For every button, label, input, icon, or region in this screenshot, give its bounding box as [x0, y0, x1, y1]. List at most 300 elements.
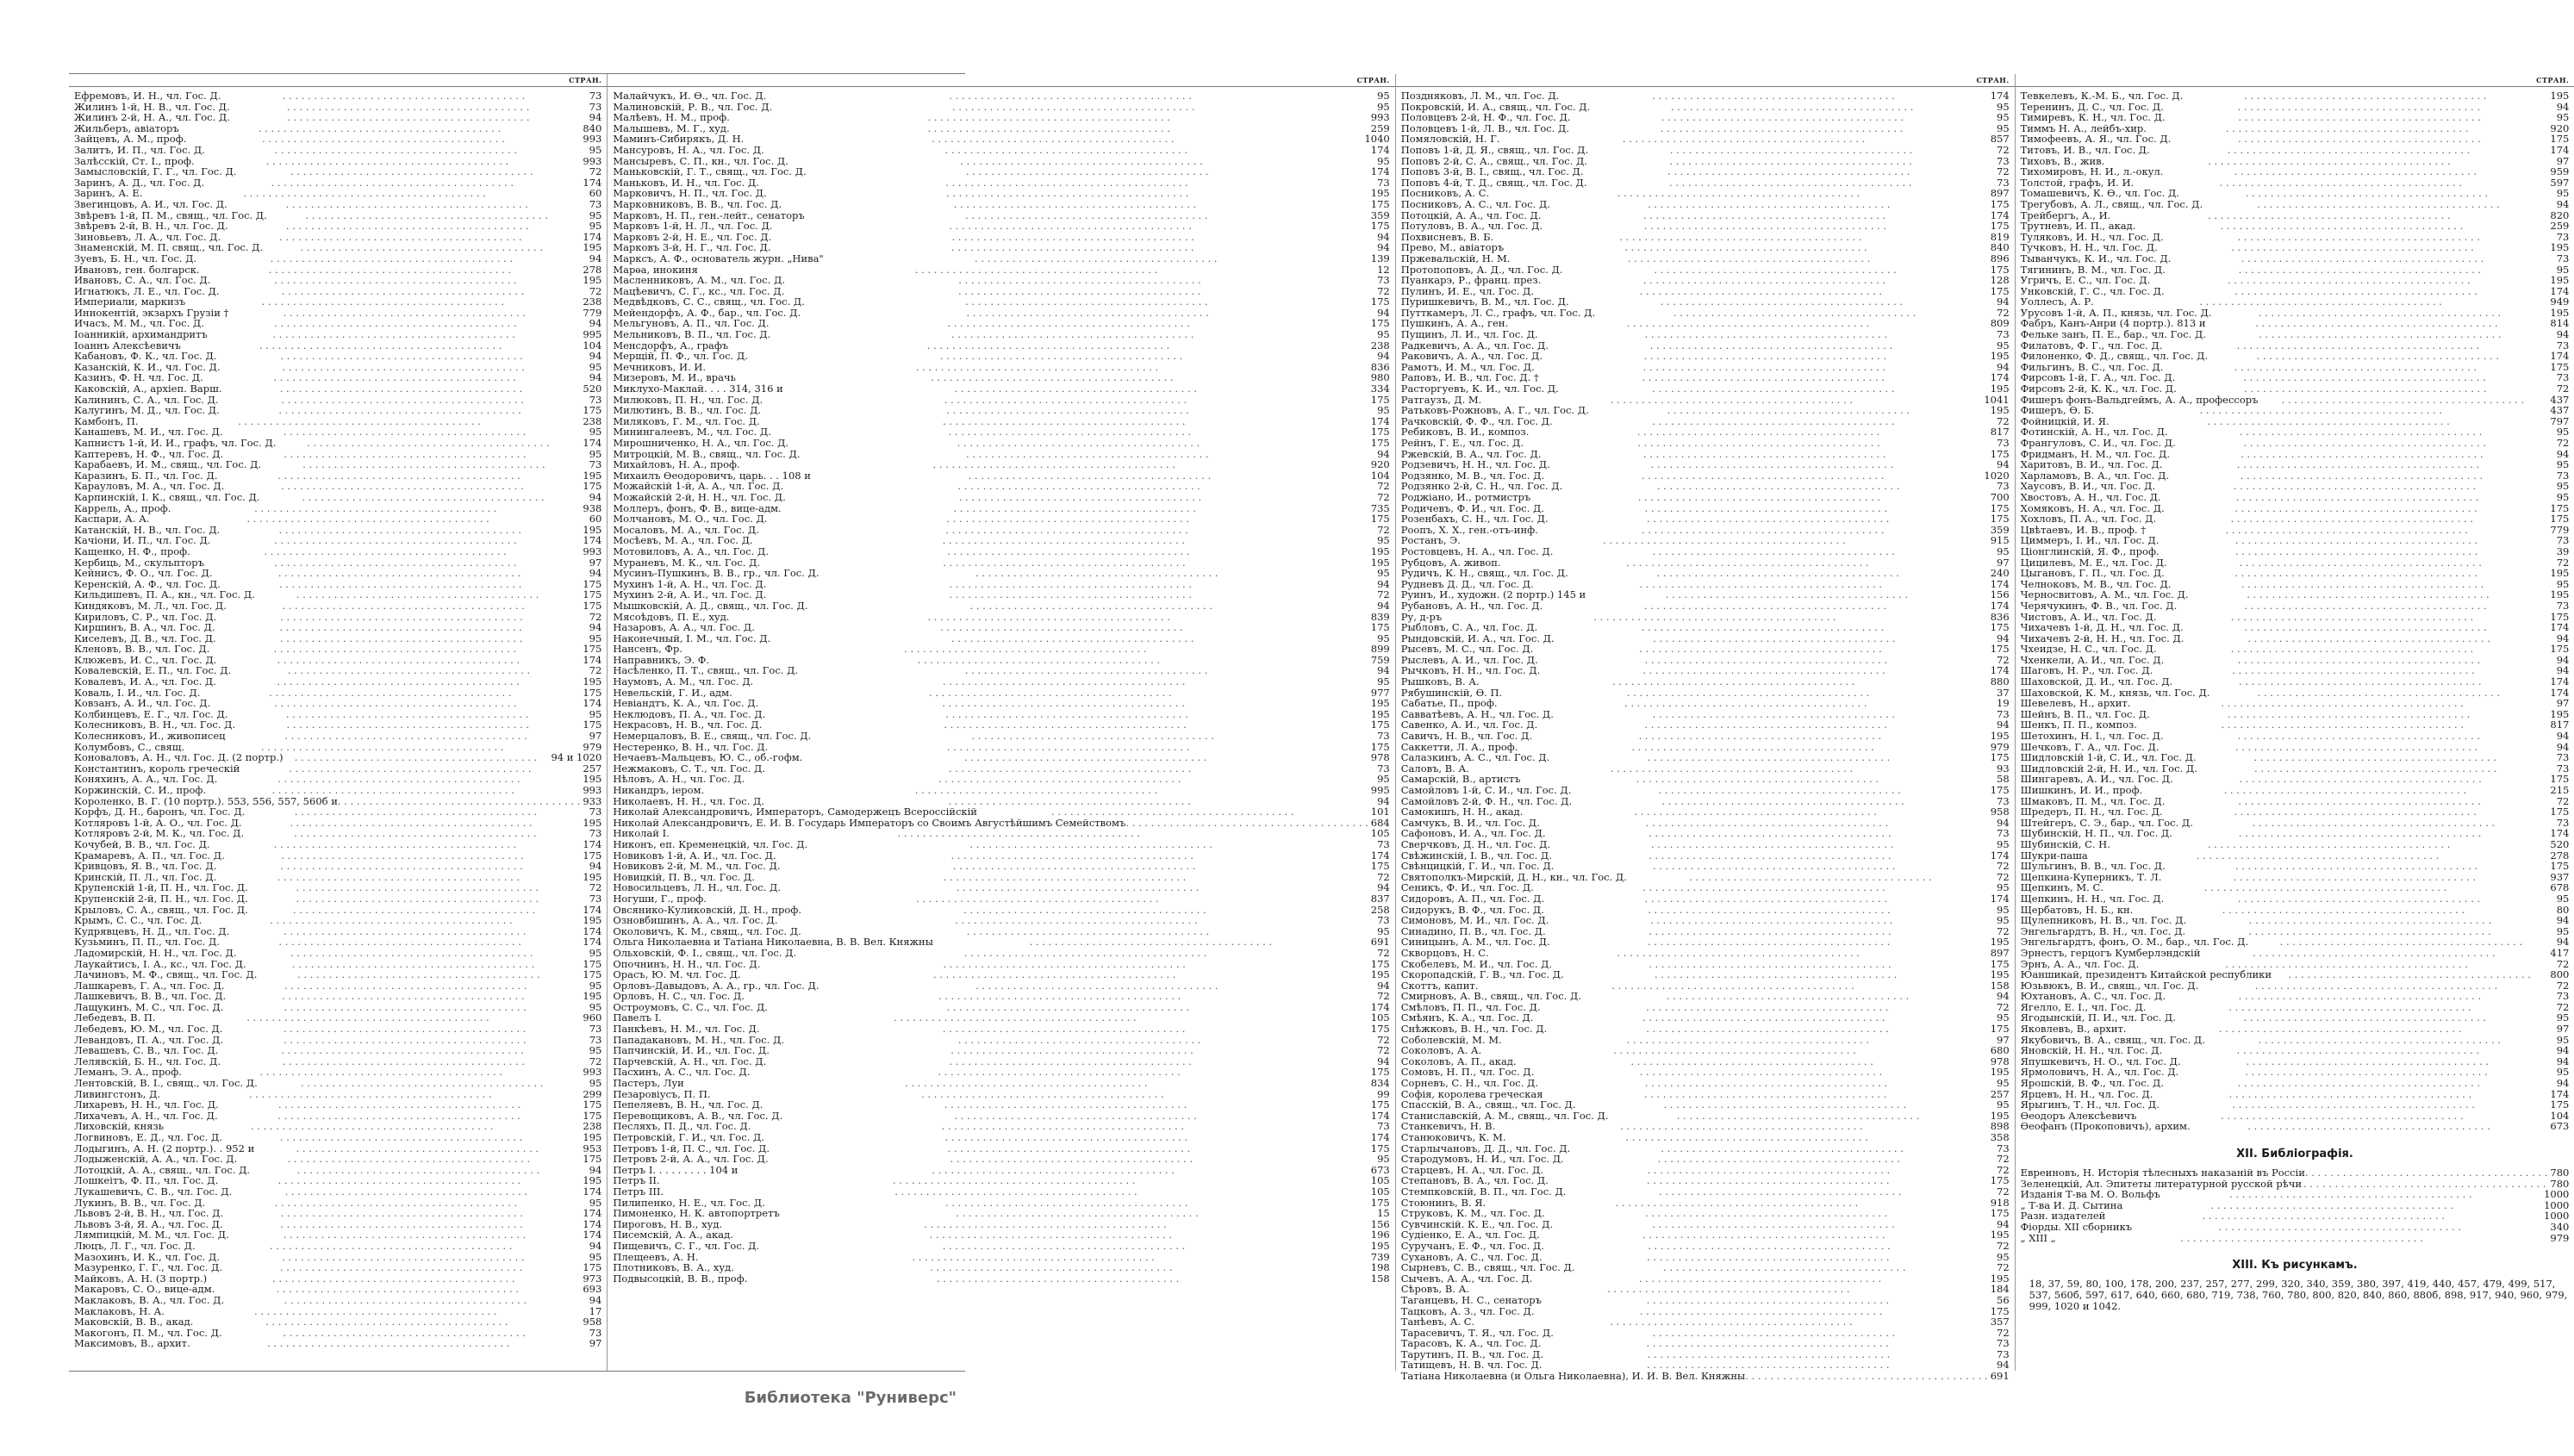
leader-dots — [280, 351, 586, 362]
entry-page-number: 195 — [1990, 1066, 2010, 1079]
index-entry — [1401, 991, 2010, 1002]
entry-name: Мосаловъ, М. А., чл. Гос. Д. — [613, 523, 759, 536]
entry-page-number: 958 — [1990, 806, 2010, 818]
entry-page-number: 73 — [2556, 371, 2570, 384]
entry-page-number: 95 — [2556, 426, 2570, 439]
entry-page-number: 73 — [1997, 480, 2010, 493]
index-entry — [2021, 546, 2570, 557]
entry-page-number: 94 — [1377, 599, 1390, 612]
entry-page-number: 94 — [2556, 740, 2570, 753]
entry-name: Шейнъ, В. П., чл. Гос. Д. — [2020, 707, 2150, 720]
index-entry — [1401, 145, 2010, 156]
entry-page-number: 693 — [583, 1283, 602, 1296]
entry-name: Ѳеофанъ (Прокоповичъ), архим. — [2020, 1120, 2191, 1133]
entry-name: Львовъ 3-й, Я. А., чл. Гос. Д. — [74, 1217, 223, 1230]
entry-page-number: 95 — [2556, 892, 2570, 905]
entry-page-number: 797 — [2550, 414, 2570, 427]
entry-page-number: 174 — [583, 936, 602, 949]
entry-name: Зуевъ, Б. Н., чл. Гос. Д. — [74, 252, 197, 264]
entry-page-number: 139 — [1370, 252, 1390, 264]
entry-page-number: 800 — [2550, 968, 2570, 981]
index-entry — [74, 221, 601, 232]
entry-page-number: 174 — [1370, 1131, 1390, 1143]
index-entry — [2021, 145, 2570, 156]
index-entry — [2021, 915, 2570, 926]
leader-dots — [2244, 438, 2554, 449]
leader-dots — [295, 806, 587, 818]
index-entry — [1401, 752, 2010, 763]
entry-name: Марковниковъ, В. В., чл. Гос. Д. — [613, 197, 782, 210]
index-entry — [1401, 253, 2010, 264]
leader-dots — [933, 969, 1368, 980]
index-entry — [613, 405, 1389, 416]
entry-name: Никонъ, еп. Кременецкій, чл. Гос. Д. — [613, 837, 808, 850]
entry-name: Томашевичъ, К. Ѳ., чл. Гос. Д. — [2020, 187, 2180, 200]
entry-page-number: 195 — [2550, 90, 2570, 102]
entry-name: Орасъ, Ю. М. чл. Гос. Д. — [613, 968, 741, 981]
index-entry — [74, 1316, 601, 1328]
entry-name: Лентовскій, В. І., свящ., чл. Гос. Д. — [74, 1077, 258, 1090]
entry-page-number: 334 — [1370, 383, 1390, 395]
entry-name: Ржевскій, В. А., чл. Гос. Д. — [1400, 447, 1542, 460]
entry-page-number: 195 — [2550, 588, 2570, 601]
entry-name: Игнатюкъ, Л. Е., чл. Гос. Д. — [74, 284, 220, 297]
page-column-header: СТРАН. — [69, 74, 607, 87]
entry-page-number: 175 — [2550, 360, 2570, 373]
leader-dots — [285, 199, 586, 210]
entry-name: Синадино, П. В., чл. Гос. Д. — [1400, 924, 1546, 937]
leader-dots — [2235, 546, 2554, 557]
entry-name: Энгельгардтъ, В. Н., чл. Гос. Д. — [2020, 924, 2186, 937]
index-entry — [74, 698, 601, 709]
entry-name: Струковъ, К. М., чл. Гос. Д. — [1400, 1207, 1545, 1220]
entry-name: Раповъ, И. В., чл. Гос. Д. † — [1400, 371, 1539, 384]
entry-page-number: 95 — [1377, 534, 1390, 547]
entry-page-number: 94 — [2556, 447, 2570, 460]
leader-dots — [1648, 1241, 1994, 1252]
index-entry — [74, 546, 601, 557]
leader-dots — [2224, 785, 2548, 796]
entry-name: Шевелевъ, Н., архит. — [2020, 697, 2131, 710]
entry-name: Милютинъ, В. В., чл. Гос. Д. — [613, 404, 762, 417]
entry-name: Стоюнинъ, В. Я. — [1400, 1196, 1486, 1209]
index-entry — [74, 253, 601, 264]
entry-name: Панкѣевъ, Н. М., чл. Гос. Д. — [613, 1023, 760, 1036]
leader-dots — [959, 492, 1374, 503]
entry-page-number: 836 — [1990, 610, 2010, 623]
entry-page-number: 72 — [1377, 588, 1390, 601]
leader-dots — [1648, 199, 1988, 210]
library-watermark: Библиотека "Руниверс" — [744, 1389, 957, 1407]
entry-page-number: 128 — [1990, 274, 2010, 287]
entry-page-number: 174 — [583, 1229, 602, 1241]
entry-name: Самчукъ, В. И., чл. Гос. Д. — [1400, 816, 1540, 829]
entry-name: Капнистъ 1-й, И. И., графъ, чл. Гос. Д. — [74, 437, 277, 449]
bibliography-title: XII. Библіографія. — [2236, 1148, 2353, 1160]
entry-page-number: 95 — [1997, 339, 2010, 352]
entry-page-number: 840 — [1990, 241, 2010, 254]
entry-page-number: 94 — [1997, 1217, 2010, 1230]
entry-page-number: 175 — [1370, 1023, 1390, 1036]
entry-page-number: 817 — [2550, 719, 2570, 731]
entry-name: Никандръ, іером. — [613, 784, 705, 796]
entry-name: Кащенко, Н. Ф., проф. — [74, 544, 190, 557]
leader-dots — [1628, 253, 1988, 264]
index-entry — [74, 1186, 601, 1198]
index-entry — [2021, 90, 2570, 102]
index-entry — [74, 622, 601, 633]
entry-page-number: 94 — [1377, 794, 1390, 807]
entry-page-number: 95 — [1997, 100, 2010, 113]
entry-name: Посниковъ, А. С. — [1400, 187, 1490, 200]
entry-name: Роопъ, Х. Х., ген.-отъ-инф. — [1400, 523, 1538, 536]
entry-page-number: 73 — [2556, 230, 2570, 243]
entry-name: Лошкеітъ, Ф. П., чл. Гос. Д. — [74, 1174, 219, 1187]
index-entry — [2021, 1167, 2570, 1179]
entry-name: Малѣевъ, Н. М., проф. — [613, 111, 730, 124]
entry-page-number: 94 — [1997, 296, 2010, 308]
entry-page-number: 97 — [589, 1337, 602, 1350]
entry-page-number: 779 — [583, 306, 602, 319]
entry-name: Прево, М., авіаторъ — [1400, 241, 1505, 254]
index-entry — [1401, 1078, 2010, 1089]
leader-dots — [284, 1295, 587, 1306]
entry-page-number: 700 — [1990, 490, 2010, 503]
entry-name: Саккетти, Л. А., проф. — [1400, 740, 1518, 753]
entry-name: Мельниковъ, В. П., чл. Гос. Д. — [613, 328, 771, 341]
entry-page-number: 174 — [1990, 892, 2010, 905]
entry-page-number: 195 — [1370, 968, 1390, 981]
entry-page-number: 94 — [2556, 653, 2570, 666]
leader-dots — [940, 351, 1374, 362]
entry-name: Туляковъ, И. Н., чл. Гос. Д. — [2020, 230, 2164, 243]
leader-dots — [274, 275, 580, 286]
entry-name: Мансуровъ, Н. А., чл. Гос. Д. — [613, 143, 764, 156]
entry-page-number: 95 — [1997, 1077, 2010, 1090]
leader-dots — [1658, 1154, 1994, 1165]
entry-name: Унковскій, Г. С., чл. Гос. Д. — [2020, 284, 2165, 297]
index-entry — [1401, 438, 2010, 449]
index-entry — [1401, 383, 2010, 395]
entry-page-number: 95 — [1377, 154, 1390, 167]
entry-name: Поповъ 2-й, С. А., свящ., чл. Гос. Д. — [1400, 154, 1588, 167]
name-index — [69, 73, 2570, 1383]
entry-name: Чхеидзе, Н. С., чл. Гос. Д. — [2020, 643, 2157, 656]
entry-name: Орловъ, Н. С., чл. Гос. Д. — [613, 990, 745, 1003]
entry-page-number: 837 — [1370, 892, 1390, 905]
entry-name: Черячукинъ, Ф. В., чл. Гос. Д. — [2020, 599, 2178, 612]
entry-page-number: 73 — [1377, 914, 1390, 927]
entry-name: Кудрявцевъ, Н. Д., чл. Гос. Д. — [74, 924, 230, 937]
entry-name: Шульгинъ, В. В., чл. Гос. Д. — [2020, 860, 2166, 873]
leader-dots — [1644, 221, 1988, 232]
entry-page-number: 73 — [589, 100, 602, 113]
index-entry — [74, 275, 601, 286]
entry-name: Щепкинъ, М. С. — [2020, 881, 2103, 894]
entry-name: Майковъ, А. Н. (3 портр.) — [74, 1272, 208, 1285]
entry-name: Щепкина-Куперникъ, Т. Л. — [2020, 870, 2162, 883]
leader-dots — [2241, 253, 2554, 264]
leader-dots — [2228, 145, 2548, 156]
leader-dots — [1610, 1316, 1987, 1328]
leader-dots — [290, 948, 587, 959]
entry-name: Самойловъ 1-й, С. И., чл. Гос. Д. — [1400, 784, 1572, 796]
index-entry — [1401, 698, 2010, 709]
entry-name: Замысловскій, Г. Г., чл. Гос. Д. — [74, 165, 237, 178]
entry-name: Мерщій, П. Ф., чл. Гос. Д. — [613, 350, 748, 363]
entry-name: Титовъ, И. В., чл. Гос. Д. — [2020, 143, 2150, 156]
entry-name: Пуанкарэ, Р., франц. през. — [1400, 274, 1542, 287]
entry-page-number: 1020 — [1984, 469, 2010, 482]
entry-page-number: 99 — [1377, 1087, 1390, 1100]
entry-name: Савватѣевъ, А. Н., чл. Гос. Д. — [1400, 707, 1554, 720]
entry-name: Покровскій, И. А., свящ., чл. Гос. Д. — [1400, 100, 1591, 113]
entry-page-number: 175 — [583, 719, 602, 731]
leader-dots — [1655, 969, 1988, 980]
entry-name: Жилинъ 1-й, Н. В., чл. Гос. Д. — [74, 100, 230, 113]
entry-page-number: 95 — [1377, 1153, 1390, 1166]
entry-page-number: 836 — [1370, 360, 1390, 373]
entry-name: Макаровъ, С. О., вице-адм. — [74, 1283, 215, 1296]
leader-dots — [280, 861, 586, 872]
entry-page-number: 175 — [1990, 751, 2010, 764]
index-entry — [613, 752, 1389, 763]
leader-dots — [938, 991, 1374, 1002]
entry-page-number: 175 — [583, 1261, 602, 1274]
entry-name: Мацѣевичъ, С. Г., кс., чл. Гос. Д. — [613, 284, 785, 297]
index-entry — [1401, 329, 2010, 340]
index-entry — [613, 1154, 1389, 1165]
index-entry — [613, 839, 1389, 850]
entry-name: Канашевъ, М. И., чл. Гос. Д. — [74, 426, 223, 439]
index-column-2 — [608, 74, 1395, 1371]
entry-name: Протопоповъ, А. Д., чл. Гос. Д. — [1400, 263, 1563, 276]
leader-dots — [1652, 546, 1994, 557]
entry-page-number: 958 — [583, 1316, 602, 1328]
entry-page-number: 977 — [1370, 686, 1390, 699]
entry-name: Синицынъ, А. М., чл. Гос. Д. — [1400, 936, 1550, 949]
entry-name: Жилинъ 2-й, Н. А., чл. Гос. Д. — [74, 111, 230, 124]
entry-name: Самойловъ 2-й, Ф. Н., чл. Гос. Д. — [1400, 794, 1573, 807]
index-entry — [74, 383, 601, 395]
leader-dots — [1645, 1078, 1994, 1089]
index-entry — [2021, 676, 2570, 688]
entry-name: Каптеревъ, Н. Ф., чл. Гос. Д. — [74, 447, 224, 460]
leader-dots — [970, 600, 1375, 612]
entry-name: Маньковскій, Г. Т., свящ., чл. Гос. Д. — [613, 165, 807, 178]
leader-dots — [284, 1024, 587, 1035]
entry-page-number: 95 — [1377, 675, 1390, 688]
entry-page-number: 898 — [1990, 1120, 2010, 1133]
entry-page-number: 94 — [1997, 990, 2010, 1003]
entry-name: Ярцевъ, Н. Н., чл. Гос. Д. — [2020, 1087, 2153, 1100]
entry-name: Пападакановъ, М. Н., чл. Гос. Д. — [613, 1033, 784, 1046]
entry-page-number: 195 — [583, 990, 602, 1003]
entry-name: Ягодынскій, П. И., чл. Гос. Д. — [2020, 1011, 2176, 1024]
entry-name: Медвѣдковъ, С. С., свящ., чл. Гос. Д. — [613, 296, 805, 308]
entry-name: Петръ II. — [613, 1174, 660, 1187]
entry-name: Половцевъ 1-й, Л. В., чл. Гос. Д. — [1400, 121, 1570, 134]
entry-page-number: 175 — [1990, 1304, 2010, 1317]
entry-name: Михайловъ, Н. А., проф. — [613, 458, 740, 471]
leader-dots — [1625, 1132, 1987, 1143]
entry-page-number: 174 — [2550, 621, 2570, 634]
index-entry — [74, 861, 601, 872]
entry-page-number: 72 — [1377, 870, 1390, 883]
entry-name: Казинъ, Ф. Н. чл. Гос. Д. — [74, 371, 203, 384]
entry-name: Невіандтъ, К. А., чл. Гос. Д. — [613, 697, 759, 710]
entry-name: Лиховскій, князь — [74, 1120, 165, 1133]
entry-name: Родзевичъ, Н. Н., чл. Гос. Д. — [1400, 458, 1550, 471]
leader-dots — [2221, 221, 2548, 232]
leader-dots — [264, 546, 580, 557]
entry-name: Щепкинъ, Н. Н., чл. Гос. Д. — [2020, 892, 2165, 905]
leader-dots — [943, 676, 1374, 688]
entry-name: Розенбахъ, С. Н., чл. Гос. Д. — [1400, 513, 1549, 526]
entry-name: Штейгеръ, С. Э., бар., чл. Гос. Д. — [2020, 816, 2193, 829]
leader-dots — [1659, 1186, 1994, 1198]
entry-name: Звегинцовъ, А. И., чл. Гос. Д. — [74, 197, 227, 210]
index-entry — [74, 1045, 601, 1056]
entry-name: Хомяковъ, Н. А., чл. Гос. Д. — [2020, 501, 2165, 514]
entry-page-number: 240 — [1990, 567, 2010, 580]
entry-page-number: 72 — [1377, 1033, 1390, 1046]
entry-name: Качіони, И. П., чл. Гос. Д. — [74, 534, 211, 547]
entry-name: Тимиревъ, К. Н., чл. Гос. Д. — [2020, 111, 2166, 124]
entry-page-number: 174 — [1990, 90, 2010, 102]
entry-page-number: 156 — [1990, 588, 2010, 601]
leader-dots — [1652, 383, 1988, 395]
entry-page-number: 95 — [2556, 1066, 2570, 1079]
entry-page-number: 95 — [1997, 111, 2010, 124]
entry-page-number: 105 — [1370, 1185, 1390, 1198]
entry-name: Лямпицкій, М. М., чл. Гос. Д. — [74, 1229, 229, 1241]
entry-page-number: 174 — [1370, 1109, 1390, 1122]
entry-page-number: 175 — [1990, 513, 2010, 526]
entry-name: Фойницкій, И. Я. — [2020, 414, 2110, 427]
leader-dots — [2244, 600, 2553, 612]
entry-name: Ягелло, Е. І., чл. Гос. Д. — [2020, 1000, 2147, 1013]
entry-page-number: 73 — [589, 90, 602, 102]
entry-page-number: 195 — [2550, 241, 2570, 254]
entry-page-number: 72 — [1997, 1239, 2010, 1252]
index-entry — [2021, 1222, 2570, 1233]
entry-name: Карауловъ, М. А., чл. Гос. Д. — [74, 480, 225, 493]
entry-page-number: 175 — [1370, 740, 1390, 753]
entry-name: Заринъ, А. Д., чл. Гос. Д. — [74, 176, 205, 189]
index-entry — [2021, 806, 2570, 818]
entry-page-number: 960 — [583, 1011, 602, 1024]
leader-dots — [2208, 839, 2548, 850]
entry-name: Станкевичъ, Н. В. — [1400, 1120, 1496, 1133]
leader-dots — [2234, 568, 2547, 579]
entry-page-number: 95 — [1997, 903, 2010, 916]
entry-name: Ичасъ, М. М., чл. Гос. Д. — [74, 317, 204, 330]
entry-page-number: 97 — [589, 556, 602, 569]
entry-name: Марковъ 3-й, Н. Г., чл. Гос. Д. — [613, 241, 771, 254]
index-entry — [613, 1045, 1389, 1056]
index-entry — [1401, 893, 2010, 905]
entry-page-number: 174 — [583, 534, 602, 547]
entry-name: Немерцаловъ, В. Е., свящ., чл. Гос. Д. — [613, 730, 812, 743]
entry-page-number: 101 — [1370, 806, 1390, 818]
leader-dots — [271, 253, 587, 264]
entry-name: Озновбишинъ, А. А., чл. Гос. Д. — [613, 914, 778, 927]
leader-dots — [964, 948, 1374, 959]
entry-page-number: 820 — [2550, 208, 2570, 221]
entry-page-number: 73 — [1377, 176, 1390, 189]
index-entry — [1401, 90, 2010, 102]
entry-name: Колумбовъ, С., свящ. — [74, 740, 185, 753]
entry-name: Цыгановъ, Г. П., чл. Гос. Д. — [2020, 567, 2165, 580]
entry-page-number: 95 — [589, 707, 602, 720]
entry-name: Эрнестъ, герцогъ Кумберлэндскій — [2020, 946, 2201, 959]
entry-name: Пастеръ, Луи — [613, 1077, 684, 1090]
entry-page-number: 691 — [1990, 1370, 2010, 1383]
entry-name: Ярмоловичъ, Н. А., чл. Гос. Д. — [2020, 1066, 2179, 1079]
entry-page-number: 95 — [1997, 121, 2010, 134]
entry-name: Николай Александровичъ, Е. И. В. Государь Императоръ со Своимъ Августѣйшимъ Семействомъ — [613, 816, 1126, 829]
entry-page-number: 880 — [1990, 675, 2010, 688]
entry-name: Катанскій, Н. В., чл. Гос. Д. — [74, 523, 221, 536]
entry-page-number: 73 — [2556, 469, 2570, 482]
leader-dots — [1663, 1262, 1994, 1273]
entry-page-number: 73 — [1997, 437, 2010, 449]
entry-name: Евреиновъ, Н. Исторія тѣлесныхъ наказаній въ Россіи — [2020, 1167, 2305, 1179]
index-entry — [1401, 806, 2010, 818]
entry-name: Спасскій, В. А., свящ., чл. Гос. Д. — [1400, 1098, 1576, 1111]
index-entry — [2021, 839, 2570, 850]
entry-page-number: 195 — [583, 1174, 602, 1187]
entry-page-number: 918 — [1990, 1196, 2010, 1209]
entry-page-number: 175 — [1990, 263, 2010, 276]
index-entry — [74, 405, 601, 416]
leader-dots — [1661, 112, 1994, 123]
entry-page-number: 175 — [583, 968, 602, 981]
entry-name: Фирсовъ 1-й, Г. А., чл. Гос. Д. — [2020, 371, 2176, 384]
index-entry — [2021, 969, 2570, 980]
leader-dots — [949, 90, 1374, 102]
entry-name: Ивановъ, С. А., чл. Гос. Д. — [74, 274, 211, 287]
entry-name: Щербатовъ, Н. Б., кн. — [2020, 903, 2134, 916]
leader-dots — [272, 329, 580, 340]
entry-page-number: 174 — [1370, 1000, 1390, 1013]
entry-name: Мельгуновъ, А. П., чл. Гос. Д. — [613, 317, 770, 330]
entry-name: Мухинъ 1-й, А. Н., чл. Гос. Д. — [613, 577, 767, 590]
leader-dots — [930, 1262, 1368, 1273]
index-entry — [74, 1208, 601, 1219]
entry-page-number: 73 — [589, 827, 602, 840]
entry-page-number: 97 — [1997, 1033, 2010, 1046]
entry-page-number: 95 — [1377, 632, 1390, 644]
entry-name: Орловъ-Давыдовъ, А. А., гр., чл. Гос. Д. — [613, 979, 820, 992]
entry-name: Тимофеевъ, А. Я., чл. Гос. Д. — [2020, 133, 2172, 146]
leader-dots — [966, 166, 1368, 177]
entry-name: Посниковъ, А. С., чл. Гос. Д. — [1400, 197, 1550, 210]
entry-page-number: 175 — [583, 480, 602, 493]
entry-name: Тыванчукъ, К. И., чл. Гос. Д. — [2020, 252, 2172, 264]
entry-name: Малиновскій, Р. В., чл. Гос. Д. — [613, 100, 773, 113]
entry-name: Чистовъ, А. И., чл. Гос. Д. — [2020, 610, 2157, 623]
entry-page-number: 978 — [1370, 751, 1390, 764]
entry-name: Мотовиловъ, А. А., чл. Гос. Д. — [613, 544, 769, 557]
entry-name: Пржевальскій, Н. М. — [1400, 252, 1511, 264]
index-entry — [2021, 644, 2570, 655]
leader-dots — [946, 405, 1374, 416]
leader-dots — [277, 676, 580, 688]
leader-dots — [975, 568, 1374, 579]
leader-dots — [1644, 351, 1988, 362]
